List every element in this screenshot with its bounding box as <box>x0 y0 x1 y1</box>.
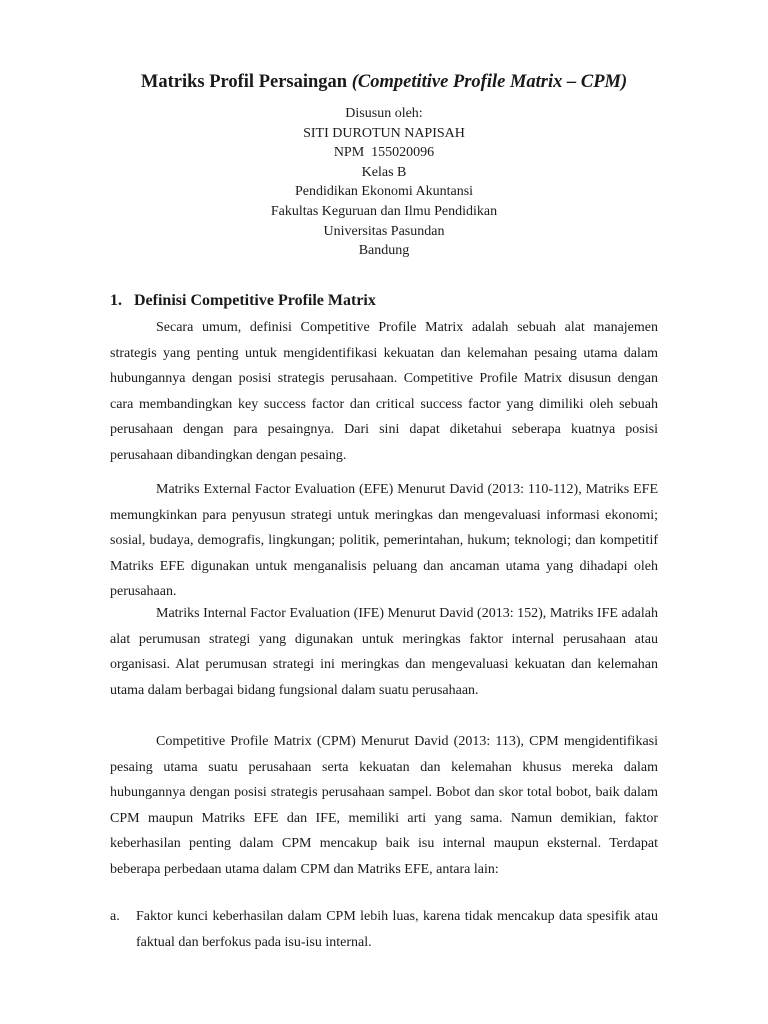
title-italic: (Competitive Profile Matrix – CPM) <box>351 72 628 92</box>
byline-line: Fakultas Keguruan dan Ilmu Pendidikan <box>270 203 498 219</box>
author-block <box>0 104 768 261</box>
section-number: 1. <box>110 292 122 309</box>
section-heading-text: Definisi Competitive Profile Matrix <box>134 292 376 309</box>
section-heading <box>110 290 376 312</box>
byline-line: NPM 155020096 <box>333 145 435 161</box>
list-marker: a. <box>110 909 120 924</box>
byline-line: Bandung <box>358 243 410 259</box>
byline-line: Kelas B <box>361 164 407 180</box>
list-item <box>110 904 658 955</box>
byline-line: SITI DUROTUN NAPISAH <box>303 125 465 141</box>
list-item-text: Faktor kunci keberhasilan dalam CPM lebih luas, karena tidak mencakup data spesifik atau faktual dan berfokus pada isu-isu internal. <box>136 909 658 950</box>
byline-line: Disusun oleh: <box>345 106 423 121</box>
document-title <box>0 70 768 94</box>
paragraph: Matriks Internal Factor Evaluation (IFE) Menurut David (2013: 152), Matriks IFE adalah alat perumusan strategi yang digunakan untuk meringkas faktor internal perusahaan atau organisasi. Alat perumusan strategi ini meringkas dan mengevaluasi kekuatan dan kelemahan utama dalam berbagai bidang fungsional dalam suatu perusahaan. <box>110 606 658 698</box>
paragraph: Competitive Profile Matrix (CPM) Menurut David (2013: 113), CPM mengidentifikasi pesaing utama suatu perusahaan serta kekuatan dan kelemahan khusus mereka dalam hubungannya dengan posisi strategis perusahaan sampel. Bobot dan skor total bobot, baik dalam CPM maupun Matriks EFE dan IFE, memiliki arti yang sama. Namun demikian, faktor keberhasilan penting dalam CPM mencakup baik isu internal maupun eksternal. Terdapat beberapa perbedaan utama dalam CPM dan Matriks EFE, antara lain: <box>110 734 658 877</box>
paragraph: Secara umum, definisi Competitive Profile Matrix adalah sebuah alat manajemen strategis yang penting untuk mengidentifikasi kekuatan dan kelemahan pesaing utama dalam hubungannya dengan posisi strategis perusahaan. Competitive Profile Matrix disusun dengan cara membandingkan key success factor dan critical success factor yang dimiliki oleh sebuah perusahaan dengan para pesaingnya. Dari sini dapat diketahui seberapa kuatnya posisi perusahaan dibandingkan dengan pesaing. <box>110 320 658 463</box>
byline-line: Universitas Pasundan <box>323 223 445 239</box>
title-plain: Matriks Profil Persaingan <box>140 72 352 92</box>
byline-line: Pendidikan Ekonomi Akuntansi <box>294 184 474 200</box>
paragraph: Matriks External Factor Evaluation (EFE) Menurut David (2013: 110-112), Matriks EFE memungkinkan para penyusun strategi untuk meringkas dan mengevaluasi informasi ekonomi; sosial, budaya, demografis, lingkungan; politik, pemerintahan, hukum; teknologi; dan kompetitif Matriks EFE digunakan untuk menganalisis peluang dan ancaman utama yang dihadapi oleh perusahaan. <box>110 482 658 599</box>
